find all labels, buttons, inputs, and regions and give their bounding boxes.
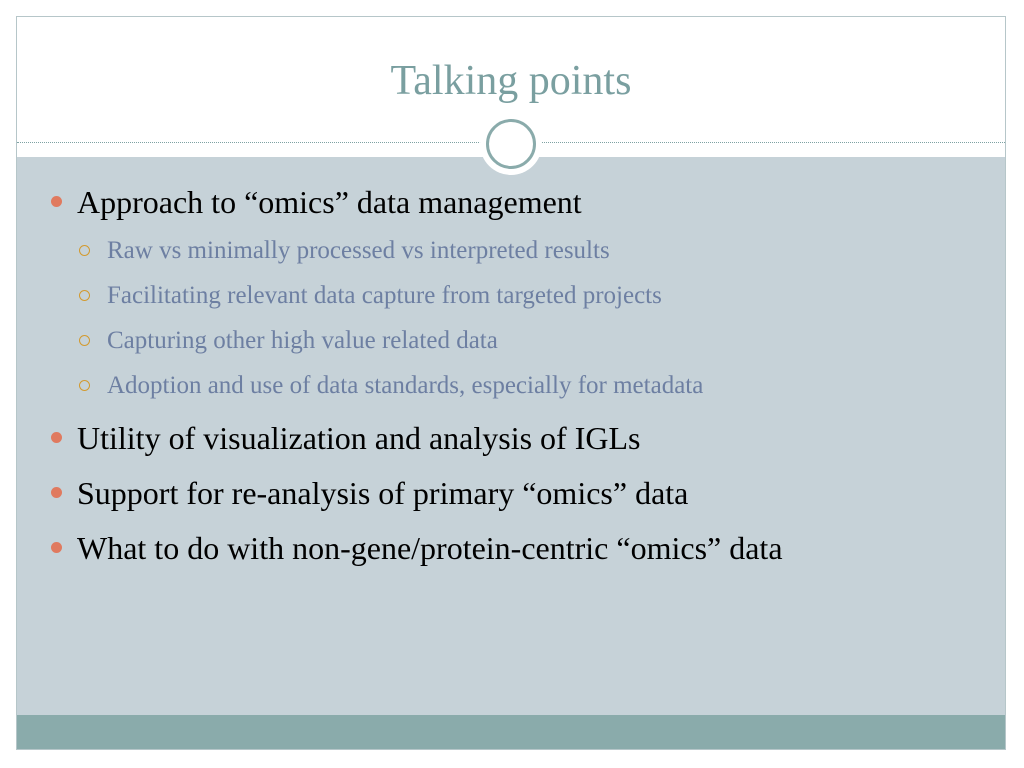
ring-bullet-icon [79,245,90,256]
ring-bullet-icon [79,290,90,301]
subbullet-item [107,281,662,311]
bullet-text: Support for re-analysis of primary “omics” data [77,475,689,511]
bullet-item [77,419,640,457]
content-area [17,157,1005,715]
subbullet-text: Capturing other high value related data [107,327,498,354]
bullet-dot-icon [51,196,62,207]
ring-ornament [486,119,536,169]
bullet-dot-icon [51,542,62,553]
subbullet-item [107,371,703,401]
subbullet-text: Raw vs minimally processed vs interpreted results [107,237,610,264]
bullet-item [77,474,688,512]
bullet-item [77,183,582,221]
footer-bar [17,715,1005,750]
circle-ornament-icon [480,113,542,175]
subbullet-item [107,236,610,266]
bullet-text: What to do with non-gene/protein-centric “omics” data [77,530,783,566]
slide [16,16,1006,750]
bullet-text: Approach to “omics” data management [77,184,582,220]
subbullet-item [107,326,498,356]
ring-bullet-icon [79,335,90,346]
slide-title: Talking points [390,58,632,104]
subbullet-text: Adoption and use of data standards, especially for metadata [107,372,704,399]
bullet-dot-icon [51,487,62,498]
ring-bullet-icon [79,380,90,391]
subbullet-text: Facilitating relevant data capture from targeted projects [107,282,662,309]
bullet-text: Utility of visualization and analysis of IGLs [77,420,641,456]
bullet-item [77,529,783,567]
bullet-dot-icon [51,432,62,443]
